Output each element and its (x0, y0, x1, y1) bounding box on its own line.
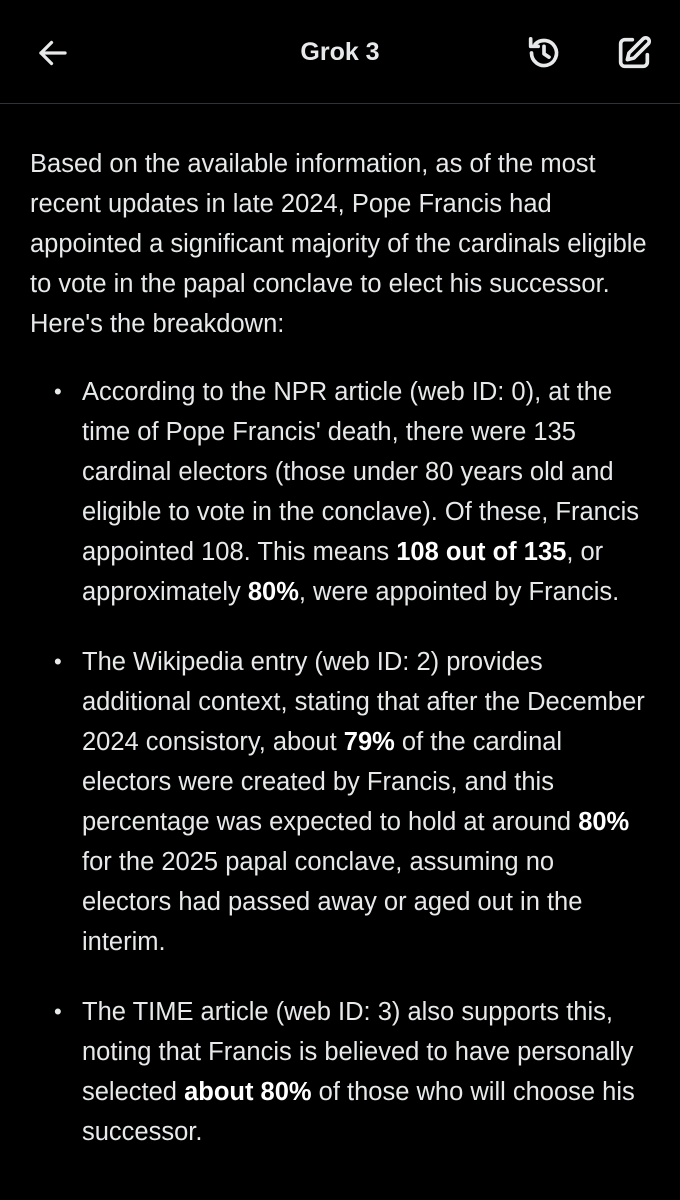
history-icon (524, 33, 564, 73)
response-intro: Based on the available information, as of the most recent updates in late 2024, Pope Francis had appointed a significant majority of the cardinals eligible to vote in the papal conclave to elect his successor. Here's the breakdown: (30, 150, 647, 338)
bullet-dot: • (54, 649, 62, 674)
grok-response (30, 144, 650, 1182)
history-button[interactable] (522, 31, 566, 75)
list-item: • According to the NPR article (web ID: 0), at the time of Pope Francis' death, there were 135 cardinal electors (those under 80 years old and eligible to vote in the conclave). Of these, Francis appointed 108. This means 108 out of 135, or approximately 80%, were appointed by Francis. (30, 372, 650, 612)
bullet-dot: • (54, 379, 62, 404)
compose-icon (614, 33, 654, 73)
page-title: Grok 3 (300, 38, 380, 66)
response-bullet-list (30, 372, 650, 1152)
bullet-dot: • (54, 999, 62, 1024)
list-item: • The Wikipedia entry (web ID: 2) provides additional context, stating that after the December 2024 consistory, about 79% of the cardinal electors were created by Francis, and this percentage was expected to hold at around 80% for the 2025 papal conclave, assuming no electors had passed away or aged out in the interim. (30, 642, 650, 962)
new-chat-button[interactable] (612, 31, 656, 75)
top-bar (0, 0, 680, 104)
list-item: • The TIME article (web ID: 3) also supports this, noting that Francis is believed to have personally selected about 80% of those who will choose his successor. (30, 992, 650, 1152)
